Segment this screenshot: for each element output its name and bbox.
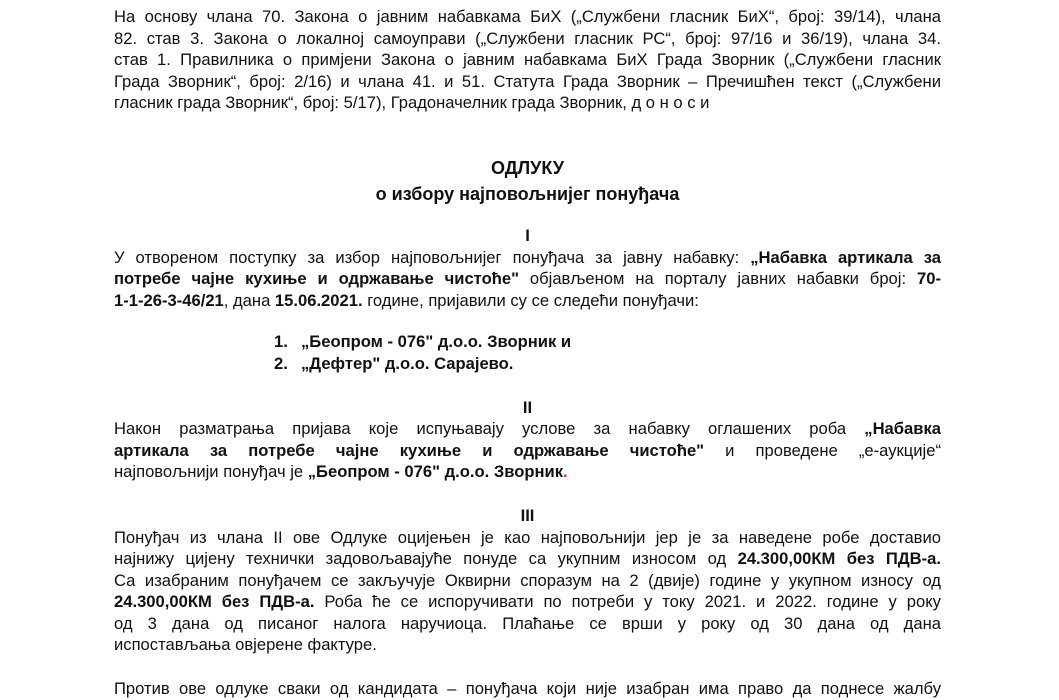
section-3-line: Са изабраним понуђачем се закључује Оквирни споразум на 2 (двије) године у укупном износу од: [114, 570, 941, 590]
preamble-line: 82. став 3. Закона о локалној самоуправи („Службени гласник РС“, број: 97/16 и 36/19), члана 34.: [114, 28, 941, 48]
text-run: У отвореном поступку за избор најповољнијег понуђача за јавну набавку:: [114, 247, 751, 267]
total-amount: 24.300,00КМ без ПДВ-а.: [737, 549, 941, 569]
text-run: .: [563, 462, 568, 482]
selected-bidder: „Беопром - 076" д.о.о. Зворник: [307, 462, 564, 482]
text-run: и проведене „е-аукције“: [704, 440, 942, 460]
total-amount: 24.300,00КМ без ПДВ-а.: [114, 592, 315, 612]
closing-line: Против ове одлуке сваки од кандидата – понуђача који није изабран има право да поднесе жалбу: [114, 679, 941, 699]
text-run: објављеном на порталу јавних набавки број:: [518, 269, 918, 289]
preamble-line: На основу члана 70. Закона о јавним набавкама БиХ („Службени гласник БиХ“, број: 39/14), члана: [114, 7, 941, 26]
text-run: најповољнији понуђач је: [114, 462, 308, 482]
list-item-number: 2.: [274, 353, 288, 373]
section-2-line: [114, 440, 941, 462]
section-3-line: [114, 591, 941, 613]
preamble-line: Града Зворник“, број: 2/16) и члана 41. и 51. Статута Града Зворник – Пречишћен текст („Службени: [114, 71, 941, 91]
publication-date: 15.06.2021.: [274, 290, 363, 310]
section-3-line: испостављања овјерене фактуре.: [114, 635, 377, 655]
bidders-list: [114, 331, 941, 374]
procurement-title-part: „Набавка: [864, 419, 941, 439]
section-3-line: [114, 548, 941, 570]
section-2-number: II: [522, 397, 533, 417]
section-1-number: I: [525, 225, 530, 245]
text-run: Роба ће се испоручивати по потреби у току 2021. и 2022. године у року: [314, 592, 941, 612]
list-item: [114, 331, 941, 353]
text-run: , дана: [223, 290, 275, 310]
preamble-line: гласник града Зворник“, број: 5/17), Градоначелник града Зворник, д о н о с и: [114, 93, 710, 113]
bidder-name: „Дефтер" д.о.о. Сарајево.: [301, 353, 514, 373]
preamble-paragraph: [114, 6, 941, 114]
text-run: године, пријавили су се следећи понуђачи:: [362, 290, 699, 310]
section-1-line: [114, 247, 941, 269]
closing-paragraph: [114, 678, 941, 700]
section-2-paragraph: [114, 418, 941, 483]
section-3-paragraph: [114, 527, 941, 657]
decision-title: ОДЛУКУ: [490, 157, 565, 178]
procurement-number-part: 1-1-26-3-46/21: [114, 290, 224, 310]
section-2-line: [114, 418, 941, 440]
bidder-name: „Беопром - 076" д.о.о. Зворник и: [301, 332, 572, 352]
preamble-line: став 1. Правилника о примјени Закона о јавним набавкама БиХ Града Зворник („Службени гласник: [114, 50, 941, 70]
section-2-line: [114, 461, 941, 483]
procurement-title-part: потребе чајне кухиње и одржавање чистоће": [114, 269, 519, 289]
procurement-number-part: 70-: [917, 269, 941, 289]
section-3-line: Понуђач из члана II ове Одлуке оцијењен је као најповољнији јер је за наведене робе доставио: [114, 527, 941, 547]
text-run: најнижу цијену технички задовољавајуће понуде са укупним износом од: [114, 549, 738, 569]
list-item: [114, 353, 941, 375]
text-run: Након разматрања пријава које испуњавају услове за набавку оглашених роба: [114, 419, 865, 439]
section-1-line: [114, 268, 941, 290]
section-3-line: од 3 дана од писаног налога наручиоца. Плаћање се врши у року од 30 дана од дана: [114, 613, 941, 633]
section-1-paragraph: [114, 247, 941, 312]
decision-subtitle: о избору најповољнијег понуђача: [375, 183, 680, 204]
document-page: [114, 6, 941, 700]
procurement-title-part: артикала за потребе чајне кухиње и одржавање чистоће": [114, 440, 705, 460]
section-3-number: III: [520, 505, 535, 525]
list-item-number: 1.: [274, 332, 288, 352]
procurement-title-part: „Набавка артикала за: [750, 247, 941, 267]
section-1-line: [114, 290, 941, 312]
